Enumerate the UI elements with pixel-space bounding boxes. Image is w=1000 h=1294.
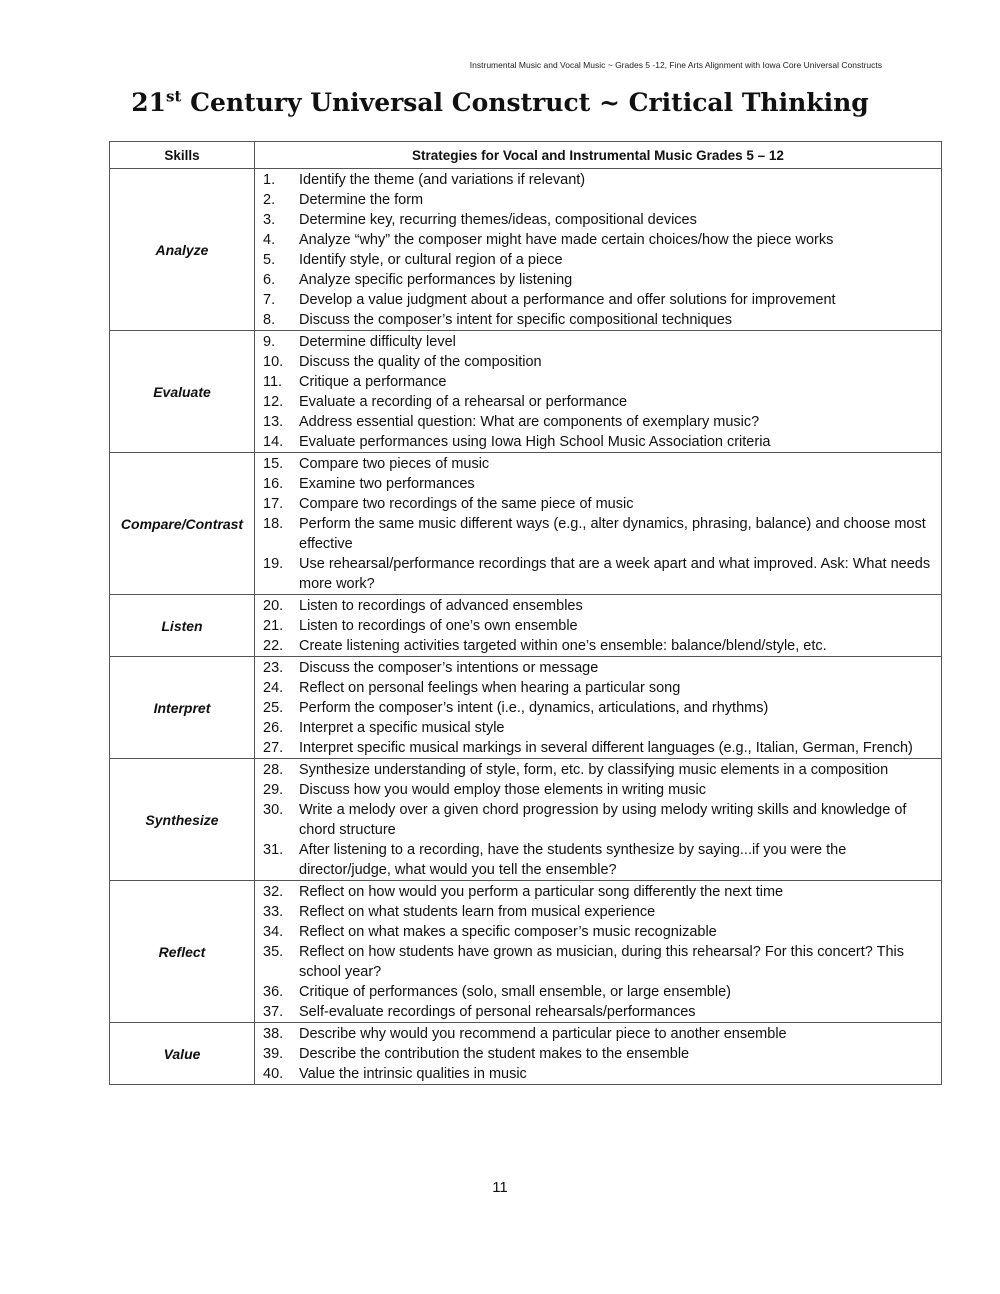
- table-row: [110, 595, 942, 657]
- strategy-number: 4.: [263, 232, 276, 248]
- strategy-item: [255, 372, 941, 392]
- strategy-text: Describe why would you recommend a particular piece to another ensemble: [299, 1026, 787, 1042]
- strategy-number: 29.: [263, 782, 284, 798]
- skill-name: Synthesize: [110, 759, 255, 881]
- strategy-text: Compare two pieces of music: [299, 456, 490, 472]
- strategy-text: Examine two performances: [299, 476, 475, 492]
- strategy-list: [255, 453, 941, 594]
- strategy-item: [255, 250, 941, 270]
- strategy-text: Write a melody over a given chord progression by using melody writing skills and knowledge of chord structure: [299, 802, 907, 838]
- strategy-number: 23.: [263, 660, 284, 676]
- strategy-list: [255, 169, 941, 330]
- strategy-text: Perform the composer’s intent (i.e., dynamics, articulations, and rhythms): [299, 700, 769, 716]
- skill-name: Value: [110, 1023, 255, 1085]
- strategy-number: 32.: [263, 884, 284, 900]
- table-row: [110, 657, 942, 759]
- strategy-item: [255, 780, 941, 800]
- strategy-cell: [255, 169, 942, 331]
- strategy-number: 9.: [263, 334, 276, 350]
- strategy-item: [255, 840, 941, 880]
- strategy-number: 34.: [263, 924, 284, 940]
- strategy-number: 11.: [263, 374, 283, 390]
- strategy-item: [255, 554, 941, 594]
- strategy-cell: [255, 657, 942, 759]
- strategy-text: Self-evaluate recordings of personal rehearsals/performances: [299, 1004, 696, 1020]
- strategy-cell: [255, 1023, 942, 1085]
- strategy-number: 2.: [263, 192, 276, 208]
- strategy-number: 14.: [263, 434, 284, 450]
- strategy-text: Determine difficulty level: [299, 334, 456, 350]
- strategy-text: Synthesize understanding of style, form, etc. by classifying music elements in a composition: [299, 762, 889, 778]
- strategy-cell: [255, 453, 942, 595]
- strategy-item: [255, 800, 941, 840]
- strategy-item: [255, 942, 941, 982]
- strategy-number: 17.: [263, 496, 284, 512]
- strategy-text: Perform the same music different ways (e.g., alter dynamics, phrasing, balance) and choose most effective: [299, 516, 926, 552]
- skill-name: Analyze: [110, 169, 255, 331]
- strategy-item: [255, 882, 941, 902]
- strategy-list: [255, 657, 941, 758]
- skill-name: Listen: [110, 595, 255, 657]
- strategy-text: Evaluate performances using Iowa High School Music Association criteria: [299, 434, 771, 450]
- strategy-item: [255, 636, 941, 656]
- strategy-number: 39.: [263, 1046, 284, 1062]
- strategy-item: [255, 902, 941, 922]
- strategy-cell: [255, 595, 942, 657]
- skill-name: Evaluate: [110, 331, 255, 453]
- strategy-number: 10.: [263, 354, 284, 370]
- page-title: [0, 88, 1000, 117]
- strategy-text: Identify the theme (and variations if relevant): [299, 172, 586, 188]
- strategy-text: Analyze specific performances by listening: [299, 272, 573, 288]
- strategy-item: [255, 658, 941, 678]
- strategy-text: Interpret a specific musical style: [299, 720, 505, 736]
- page-number: 11: [492, 1179, 508, 1196]
- running-header: Instrumental Music and Vocal Music ~ Grades 5 -12, Fine Arts Alignment with Iowa Core Universal Constructs: [469, 60, 882, 70]
- strategy-number: 20.: [263, 598, 284, 614]
- strategy-item: [255, 310, 941, 330]
- title-superscript: st: [166, 87, 182, 106]
- strategy-item: [255, 1024, 941, 1044]
- strategy-number: 30.: [263, 802, 284, 818]
- strategy-text: Discuss the composer’s intent for specific compositional techniques: [299, 312, 733, 328]
- strategy-item: [255, 332, 941, 352]
- table-row: [110, 881, 942, 1023]
- skill-name: Reflect: [110, 881, 255, 1023]
- strategy-number: 1.: [263, 172, 276, 188]
- strategy-number: 40.: [263, 1066, 284, 1082]
- strategy-item: [255, 412, 941, 432]
- strategy-text: Reflect on how students have grown as musician, during this rehearsal? For this concert? This school year?: [299, 944, 905, 980]
- strategy-text: Reflect on what makes a specific composer’s music recognizable: [299, 924, 717, 940]
- strategy-item: [255, 454, 941, 474]
- strategy-item: [255, 1064, 941, 1084]
- strategy-item: [255, 1044, 941, 1064]
- strategy-number: 22.: [263, 638, 284, 654]
- strategy-text: Critique a performance: [299, 374, 447, 390]
- table-header-row: [110, 142, 942, 169]
- strategy-number: 26.: [263, 720, 284, 736]
- strategy-cell: [255, 759, 942, 881]
- strategy-cell: [255, 881, 942, 1023]
- strategy-item: [255, 352, 941, 372]
- strategy-number: 12.: [263, 394, 284, 410]
- strategy-list: [255, 595, 941, 656]
- strategy-number: 3.: [263, 212, 276, 228]
- strategy-item: [255, 718, 941, 738]
- strategy-number: 38.: [263, 1026, 284, 1042]
- strategy-item: [255, 170, 941, 190]
- strategy-item: [255, 474, 941, 494]
- strategy-number: 19.: [263, 556, 284, 572]
- strategy-number: 25.: [263, 700, 284, 716]
- strategy-item: [255, 210, 941, 230]
- strategy-number: 13.: [263, 414, 284, 430]
- strategy-text: Interpret specific musical markings in several different languages (e.g., Italian, German, French): [299, 740, 913, 756]
- strategy-item: [255, 230, 941, 250]
- strategy-text: Analyze “why” the composer might have made certain choices/how the piece works: [299, 232, 834, 248]
- strategy-text: Identify style, or cultural region of a piece: [299, 252, 563, 268]
- strategies-column-header: Strategies for Vocal and Instrumental Music Grades 5 – 12: [255, 142, 942, 169]
- strategy-item: [255, 678, 941, 698]
- strategy-number: 15.: [263, 456, 284, 472]
- table-row: [110, 169, 942, 331]
- strategy-item: [255, 514, 941, 554]
- strategy-text: Reflect on what students learn from musical experience: [299, 904, 656, 920]
- strategy-item: [255, 392, 941, 412]
- strategy-text: Determine the form: [299, 192, 424, 208]
- strategy-cell: [255, 331, 942, 453]
- strategy-text: Address essential question: What are components of exemplary music?: [299, 414, 760, 430]
- strategy-number: 24.: [263, 680, 284, 696]
- strategy-text: Critique of performances (solo, small ensemble, or large ensemble): [299, 984, 731, 1000]
- strategy-number: 7.: [263, 292, 276, 308]
- strategy-list: [255, 331, 941, 452]
- strategy-item: [255, 738, 941, 758]
- strategy-text: Listen to recordings of advanced ensembles: [299, 598, 583, 614]
- strategy-text: Evaluate a recording of a rehearsal or performance: [299, 394, 628, 410]
- strategy-number: 18.: [263, 516, 284, 532]
- strategy-number: 27.: [263, 740, 284, 756]
- strategy-text: Discuss the composer’s intentions or message: [299, 660, 599, 676]
- strategy-item: [255, 1002, 941, 1022]
- strategy-item: [255, 616, 941, 636]
- skills-column-header: Skills: [110, 142, 255, 169]
- strategy-item: [255, 190, 941, 210]
- strategy-item: [255, 432, 941, 452]
- strategy-text: Reflect on personal feelings when hearing a particular song: [299, 680, 681, 696]
- strategy-item: [255, 290, 941, 310]
- table-row: [110, 453, 942, 595]
- strategy-item: [255, 922, 941, 942]
- table-body: [110, 169, 942, 1085]
- strategy-text: Compare two recordings of the same piece of music: [299, 496, 634, 512]
- strategy-item: [255, 760, 941, 780]
- table-row: [110, 331, 942, 453]
- table-row: [110, 759, 942, 881]
- strategy-text: Determine key, recurring themes/ideas, compositional devices: [299, 212, 697, 228]
- strategy-item: [255, 982, 941, 1002]
- strategy-number: 6.: [263, 272, 276, 288]
- strategy-text: Describe the contribution the student makes to the ensemble: [299, 1046, 690, 1062]
- strategy-text: Reflect on how would you perform a particular song differently the next time: [299, 884, 784, 900]
- table-row: [110, 1023, 942, 1085]
- strategy-number: 35.: [263, 944, 284, 960]
- strategies-table: [109, 141, 942, 1085]
- title-rest: Century Universal Construct ~ Critical Thinking: [181, 88, 869, 117]
- strategy-text: Create listening activities targeted within one’s ensemble: balance/blend/style, etc.: [299, 638, 827, 654]
- strategy-number: 28.: [263, 762, 284, 778]
- strategy-text: Discuss how you would employ those elements in writing music: [299, 782, 706, 798]
- strategy-number: 36.: [263, 984, 284, 1000]
- strategy-item: [255, 494, 941, 514]
- strategy-item: [255, 698, 941, 718]
- strategy-number: 21.: [263, 618, 284, 634]
- strategy-item: [255, 270, 941, 290]
- strategy-list: [255, 1023, 941, 1084]
- strategy-list: [255, 759, 941, 880]
- strategy-number: 37.: [263, 1004, 284, 1020]
- strategy-item: [255, 596, 941, 616]
- strategy-text: Discuss the quality of the composition: [299, 354, 542, 370]
- strategy-text: After listening to a recording, have the students synthesize by saying...if you were the director/judge, what would you tell the ensemble?: [299, 842, 847, 878]
- strategy-number: 33.: [263, 904, 284, 920]
- title-prefix: 21: [131, 88, 167, 117]
- strategy-number: 5.: [263, 252, 276, 268]
- strategy-text: Listen to recordings of one’s own ensemble: [299, 618, 578, 634]
- strategy-text: Value the intrinsic qualities in music: [299, 1066, 527, 1082]
- skill-name: Compare/Contrast: [110, 453, 255, 595]
- strategy-number: 16.: [263, 476, 284, 492]
- strategy-text: Develop a value judgment about a performance and offer solutions for improvement: [299, 292, 836, 308]
- strategy-list: [255, 881, 941, 1022]
- strategy-number: 8.: [263, 312, 276, 328]
- skill-name: Interpret: [110, 657, 255, 759]
- strategy-number: 31.: [263, 842, 284, 858]
- strategy-text: Use rehearsal/performance recordings that are a week apart and what improved. Ask: What needs more work?: [299, 556, 931, 592]
